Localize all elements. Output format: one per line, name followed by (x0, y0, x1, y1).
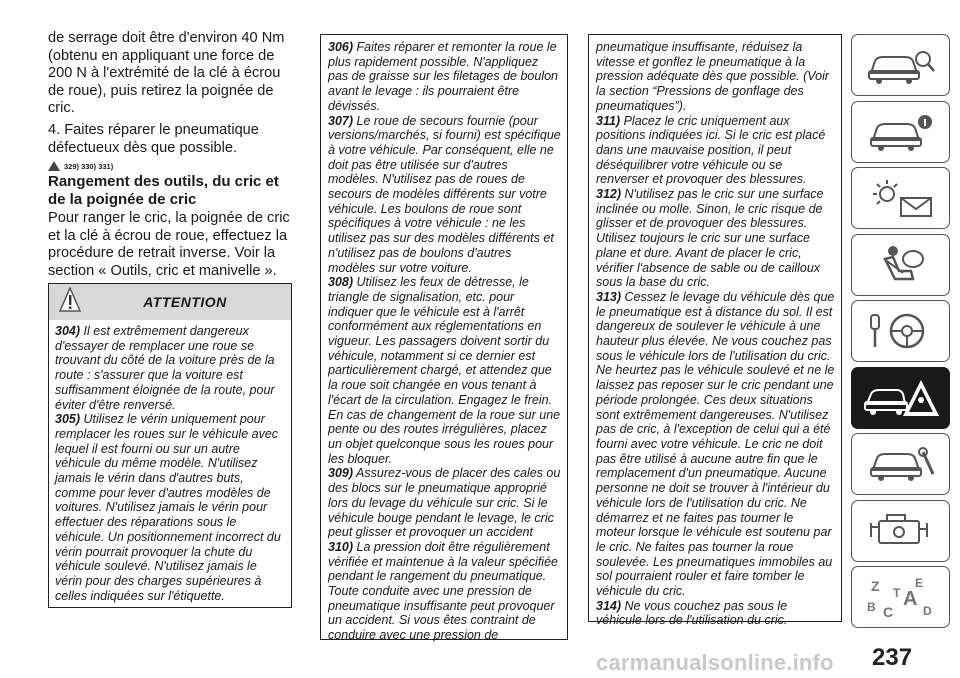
paragraph-repair-tyre: 4. Faites réparer le pneumatique défectueux dès que possible. (48, 121, 259, 156)
column-1 (48, 30, 294, 285)
svg-text:T: T (892, 586, 900, 600)
warning-item: 314) Ne vous couchez pas sous le véhicule lors de l'utilisation du cric. (596, 598, 788, 628)
svg-text:B: B (866, 600, 876, 614)
alphabetical-index-icon (861, 573, 941, 621)
warning-lights-icon (861, 174, 941, 222)
attention-item: 304) Il est extrêmement dangereux d'essayer de remplacer une roue se trouvant du côté de la voiture près de la route : s'assurer que la voiture est suffisamment éloignée de la route, pour éviter d'être renversé. (55, 324, 275, 412)
warning-item: 312) N'utilisez pas le cric sur une surface inclinée ou molle. Sinon, le cric risque de glisser et de provoquer des blessures. Utilisez toujours le cric sur une surface plane et dure. Avant de placer le cric, vérifier l'absence de sable ou de cailloux sous la base du cric. (596, 187, 824, 290)
attention-content (49, 320, 291, 603)
car-info-icon (861, 108, 941, 156)
watermark-footer: carmanualsonline.info (596, 650, 834, 675)
svg-text:C: C (882, 604, 893, 620)
roadside-emergency-icon (861, 374, 941, 422)
engine-specs-icon (861, 507, 941, 555)
chapter-tab-maintenance[interactable] (851, 433, 950, 495)
warning-box-column-2 (320, 34, 568, 643)
warning-item: 311) Placez le cric uniquement aux positions indiquées ici. Si le cric est placé dans une mauvaise position, il peut déséquilibrer votre véhicule ou se renverser et provoquer des blessures. (596, 113, 826, 187)
svg-text:Z: Z (870, 578, 880, 594)
attention-item: 305) Utilisez le vérin uniquement pour remplacer les roues sur le véhicule avec lequel il est fourni ou sur un autre véhicule du même modèle. N'utilisez jamais le vérin dans d'autres buts, comme pour lever d'autres modèles de voitures. N'utilisez jamais le vérin pour effectuer des réparations sous le véhicule. Un positionnement incorrect du vérin pourrait provoquer la chute du véhicule soulevé. N'utilisez jamais le vérin pour des charges supérieures à celles indiquées sur l'étiquette. (55, 412, 281, 603)
svg-text:A: A (902, 588, 917, 610)
section-title: Rangement des outils, du cric et de la poignée de cric (48, 173, 279, 209)
chapter-sidebar (851, 34, 950, 633)
svg-text:E: E (914, 576, 923, 590)
warning-item: 313) Cessez le levage du véhicule dès que le pneumatique est à distance du sol. Il est dangereux de soulever le véhicule à une hauteur plus élevée. Ne vous couchez pas sous le véhicule lors de l'utilisation du cric. Ne heurtez pas le véhicule soulevé et ne le laissez pas reposer sur le cric pendant une période prolongée. Ces deux situations sont extrêmement dangereuses. N'utilisez pas de cric, à l'exception de celui qui a été fourni avec votre véhicule. Le cric ne doit pas être utilisé à aucune autre fin que le remplacement d'un pneumatique. Aucune personne ne doit se trouver à l'intérieur du véhicule lors de l'utilisation du cric. Ne démarrez et ne faites pas tourner le moteur lorsque le véhicule est soutenu par le cric. Ne faites pas tourner la roue soulevée. Les pneumatiques immobiles au sol pourraient rouler et faire tomber le véhicule du cric. (596, 289, 835, 599)
chapter-tab-index[interactable] (851, 566, 950, 628)
chapter-tab-car-info[interactable] (851, 101, 950, 163)
chapter-tab-emergency[interactable] (851, 367, 950, 429)
warning-item: pneumatique insuffisante, réduisez la vitesse et gonflez le pneumatique à la pression adéquate dès que possible. (Voir la section “Pressions de gonflage des pneumatiques”). (596, 40, 830, 113)
car-wrench-icon (861, 440, 941, 488)
attention-title: ATTENTION (143, 294, 227, 310)
warning-triangle-icon (48, 161, 60, 171)
svg-text:D: D (922, 604, 932, 618)
airbag-seat-icon (861, 241, 941, 289)
chapter-tab-technical-data[interactable] (851, 500, 950, 562)
paragraph-storage: Pour ranger le cric, la poignée de cric et la clé à écrou de roue, effectuez la procédure de retrait inverse. Voir la section « Outils, cric et manivelle ». (48, 210, 290, 279)
page-number: 237 (872, 644, 913, 671)
chapter-tab-safety[interactable] (851, 234, 950, 296)
warning-item: 307) Le roue de secours fournie (pour versions/marchés, si fourni) est spécifique à votre véhicule. Par conséquent, elle ne doit pas être utilisée sur d'autres modèles. N'utilisez pas de roues de secours de modèles différents sur votre véhicule. Les boulons de roue sont spécifiques à votre véhicule : ne les utilisez pas sur des modèles différents et n'utilisez pas de boulons d'autres modèles sur votre voiture. (328, 113, 561, 275)
chapter-tab-dashboard-lights[interactable] (851, 167, 950, 229)
chapter-tab-car-overview[interactable] (851, 34, 950, 96)
car-search-icon (861, 41, 941, 89)
steering-wheel-key-icon (861, 307, 941, 355)
attention-box (48, 283, 292, 608)
chapter-tab-starting-driving[interactable] (851, 300, 950, 362)
warning-item: 308) Utilisez les feux de détresse, le triangle de signalisation, etc. pour indiquer que le véhicule est à l'arrêt conformément aux réglementations en vigueur. Les passagers doivent sortir du véhicule, notamment si ce dernier est particulièrement chargé, et attendez que la roue soit changée en vous tenant à l'écart de la circulation. Engagez le frein. En cas de changement de la roue sur une pente ou des routes irrégulières, placez un objet quelconque sous les roues pour les bloquer. (328, 275, 561, 466)
warning-item: 306) Faites réparer et remonter la roue le plus rapidement possible. N'appliquez pas de graisse sur les filetages de boulon avant le levage : ils pourraient être dévissés. (328, 40, 559, 113)
warning-exclamation-icon (59, 287, 81, 313)
warning-box-column-3 (588, 34, 842, 628)
warning-references: 329) 330) 331) (48, 161, 294, 171)
paragraph-torque: de serrage doit être d'environ 40 Nm (obtenu en appliquant une force de 200 N à l'extrémité de la clé à écrou de roue), puis retirez la poignée de cric. (48, 30, 285, 117)
warning-item: 310) La pression doit être régulièrement vérifiée et maintenue à la valeur spécifiée pendant le rangement du pneumatique. Toute conduite avec une pression de pneumatique insuffisante peut provoquer un accident. Si vous êtes contraint de conduire avec une pression de (328, 539, 558, 643)
warning-item: 309) Assurez-vous de placer des cales ou des blocs sur le pneumatique approprié lors du levage du véhicule sur cric. Si le véhicule bouge pendant le levage, le cric peut glisser et provoquer un accident (328, 466, 561, 540)
attention-header (49, 284, 291, 320)
